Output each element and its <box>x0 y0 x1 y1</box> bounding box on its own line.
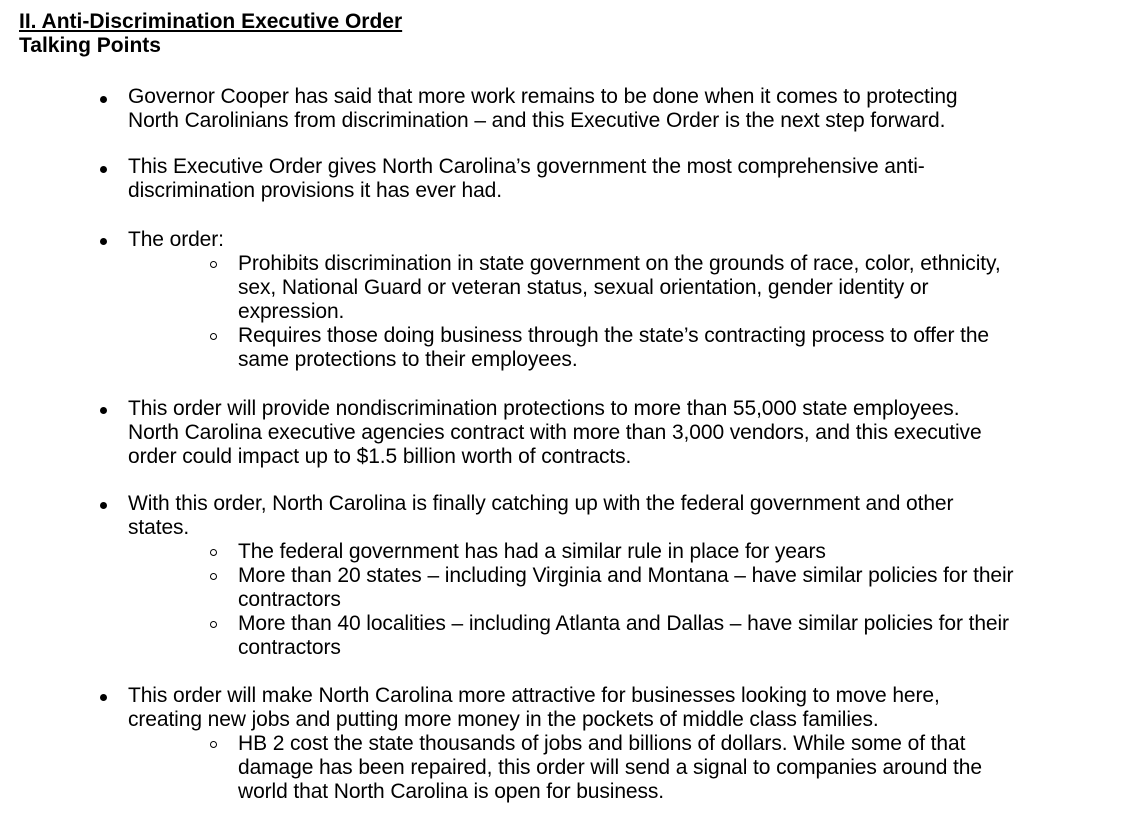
bullet-5-line-2: states. <box>128 516 190 539</box>
bullet-marker <box>100 238 107 245</box>
bullet-2-line-1: This Executive Order gives North Carolina’s government the most comprehensive anti- <box>128 155 925 178</box>
bullet-6-sub-1-line-3: world that North Carolina is open for business. <box>238 780 665 803</box>
bullet-5-sub-1-line-1: The federal government has had a similar rule in place for years <box>238 540 826 563</box>
bullet-5-line-1: With this order, North Carolina is finally catching up with the federal government and other <box>128 492 954 515</box>
bullet-4-line-2: North Carolina executive agencies contract with more than 3,000 vendors, and this executive <box>128 421 982 444</box>
bullet-5-sub-2-line-1: More than 20 states – including Virginia and Montana – have similar policies for their <box>238 564 1014 587</box>
bullet-3-sub-2-line-2: same protections to their employees. <box>238 348 578 371</box>
sub-bullet-marker <box>210 573 217 580</box>
sub-bullet-marker <box>210 741 217 748</box>
bullet-marker <box>100 694 107 701</box>
sub-bullet-marker <box>210 261 217 268</box>
document-title: II. Anti-Discrimination Executive Order <box>19 10 403 33</box>
bullet-3-line-1: The order: <box>128 228 224 251</box>
bullet-1-line-2: North Carolinians from discrimination – and this Executive Order is the next step forward. <box>128 109 946 132</box>
bullet-4-line-3: order could impact up to $1.5 billion worth of contracts. <box>128 445 632 468</box>
bullet-6-sub-1-line-1: HB 2 cost the state thousands of jobs and billions of dollars. While some of that <box>238 732 966 755</box>
bullet-6-line-1: This order will make North Carolina more attractive for businesses looking to move here, <box>128 684 940 707</box>
bullet-3-sub-1-line-1: Prohibits discrimination in state government on the grounds of race, color, ethnicity, <box>238 252 1001 275</box>
sub-bullet-marker <box>210 549 217 556</box>
bullet-1-line-1: Governor Cooper has said that more work remains to be done when it comes to protecting <box>128 85 958 108</box>
sub-bullet-marker <box>210 333 217 340</box>
bullet-6-line-2: creating new jobs and putting more money in the pockets of middle class families. <box>128 708 879 731</box>
bullet-5-sub-3-line-1: More than 40 localities – including Atlanta and Dallas – have similar policies for their <box>238 612 1009 635</box>
bullet-4-line-1: This order will provide nondiscrimination protections to more than 55,000 state employees. <box>128 397 960 420</box>
bullet-marker <box>100 502 107 509</box>
bullet-5-sub-2-line-2: contractors <box>238 588 341 611</box>
bullet-marker <box>100 166 107 173</box>
bullet-3-sub-1-line-3: expression. <box>238 300 345 323</box>
sub-bullet-marker <box>210 621 217 628</box>
bullet-3-sub-2-line-1: Requires those doing business through the state’s contracting process to offer the <box>238 324 989 347</box>
bullet-6-sub-1-line-2: damage has been repaired, this order will send a signal to companies around the <box>238 756 982 779</box>
bullet-3-sub-1-line-2: sex, National Guard or veteran status, sexual orientation, gender identity or <box>238 276 929 299</box>
document-subtitle: Talking Points <box>19 34 161 57</box>
bullet-5-sub-3-line-2: contractors <box>238 636 341 659</box>
bullet-marker <box>100 407 107 414</box>
bullet-marker <box>100 96 107 103</box>
bullet-2-line-2: discrimination provisions it has ever had. <box>128 179 502 202</box>
